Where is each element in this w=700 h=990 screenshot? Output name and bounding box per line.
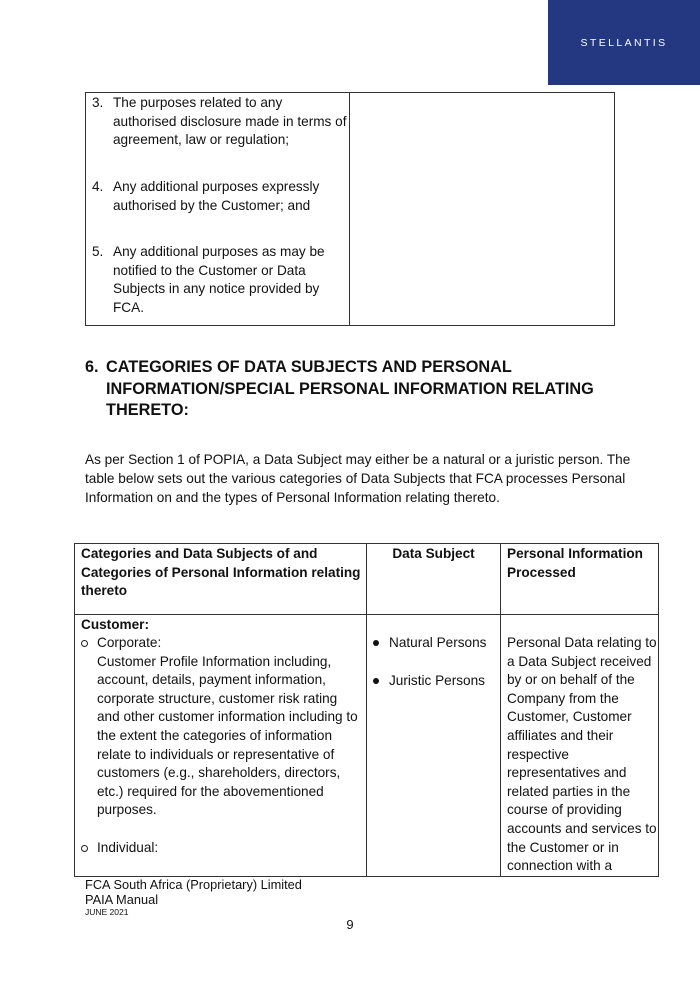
list-text: Any additional purposes as may be notified to the Customer or Data Subjects in any notice provided by FCA. bbox=[113, 244, 325, 315]
list-number: 3. bbox=[92, 95, 104, 110]
list-text: The purposes related to any authorised disclosure made in terms of agreement, law or regulation; bbox=[113, 95, 347, 148]
data-subject-list bbox=[373, 634, 498, 690]
header-data-subject: Data Subject bbox=[392, 546, 475, 561]
footer-company: FCA South Africa (Proprietary) Limited bbox=[85, 877, 302, 892]
list-item bbox=[92, 178, 347, 215]
corporate-item bbox=[81, 634, 363, 820]
individual-label: Individual: bbox=[97, 840, 159, 855]
column-divider bbox=[500, 544, 501, 876]
header-personal-info: Personal Information Processed bbox=[507, 546, 643, 580]
brand-logo bbox=[548, 0, 700, 85]
data-subjects-table bbox=[74, 543, 659, 877]
circle-bullet-icon bbox=[81, 845, 88, 852]
bullet-icon bbox=[373, 678, 379, 684]
list-text: Any additional purposes expressly authorised by the Customer; and bbox=[113, 179, 320, 213]
footer-date: JUNE 2021 bbox=[85, 907, 129, 917]
corporate-label: Corporate: bbox=[97, 635, 162, 650]
section-heading bbox=[85, 357, 645, 422]
personal-info-text: Personal Data relating to a Data Subject received by or on behalf of the Company from the Customer, Customer affiliates and their respective representatives and related parties in the course of providing accounts and services to the Customer or in connection with a bbox=[507, 635, 657, 874]
column-divider bbox=[366, 544, 367, 876]
list-item bbox=[373, 672, 498, 691]
list-item bbox=[92, 243, 347, 317]
footer-document: PAIA Manual bbox=[85, 891, 159, 907]
list-number: 5. bbox=[92, 244, 104, 259]
circle-bullet-icon bbox=[81, 640, 88, 647]
list-number: 4. bbox=[92, 179, 104, 194]
header-categories: Categories and Data Subjects of and Categories of Personal Information relating thereto bbox=[81, 546, 361, 599]
customer-label: Customer: bbox=[81, 617, 149, 632]
list-item bbox=[373, 634, 498, 653]
page-footer bbox=[85, 878, 302, 917]
corporate-text: Customer Profile Information including, account, details, payment information, corporate structure, customer risk rating and other customer information including to the extent the categories of information relate to individuals or representative of customers (e.g., shareholders, directors, etc.) required for the abovementioned purposes. bbox=[97, 653, 358, 818]
empty-column bbox=[350, 93, 614, 325]
section-number: 6. bbox=[85, 358, 99, 376]
section-title: CATEGORIES OF DATA SUBJECTS AND PERSONAL INFORMATION/SPECIAL PERSONAL INFORMATION RELATING THERETO: bbox=[106, 358, 594, 419]
data-subject-natural: Natural Persons bbox=[389, 635, 487, 650]
intro-paragraph: As per Section 1 of POPIA, a Data Subject may either be a natural or a juristic person. The table below sets out the various categories of Data Subjects that FCA processes Personal Information on and the types of Personal Information relating thereto. bbox=[85, 452, 631, 506]
brand-logo-text: STELLANTIS bbox=[580, 36, 668, 49]
data-subject-juristic: Juristic Persons bbox=[389, 672, 485, 688]
page-number: 9 bbox=[346, 917, 354, 932]
purposes-column bbox=[86, 93, 350, 325]
purposes-table bbox=[85, 92, 615, 326]
bullet-icon bbox=[373, 640, 379, 646]
list-item bbox=[92, 94, 347, 150]
individual-item bbox=[81, 839, 363, 858]
